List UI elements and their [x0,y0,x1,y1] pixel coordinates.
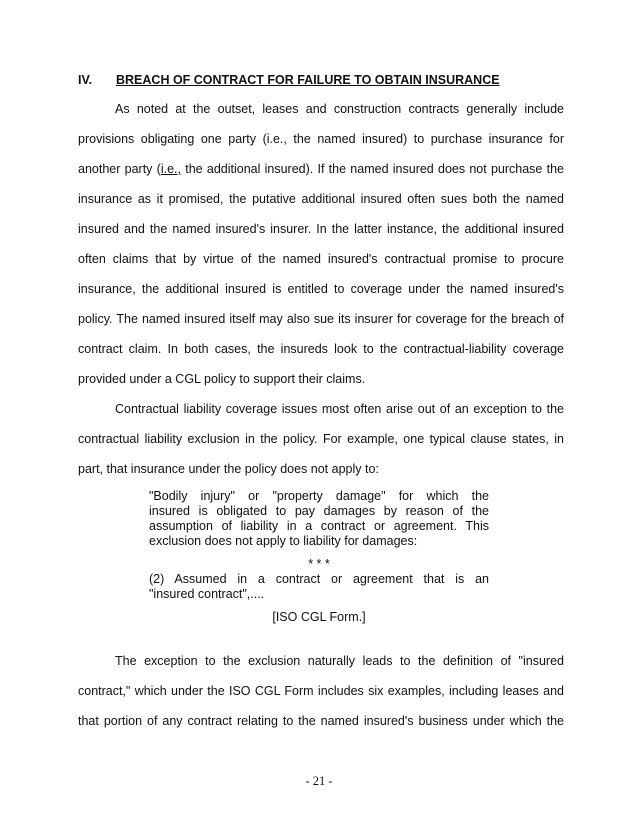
page-number: - 21 - [305,774,333,788]
quote-line: assumption of liability in a contract or agreement. This [149,519,489,533]
paragraph-line: insurance as it promised, the putative additional insured often sues both the named [78,192,564,206]
paragraph-line: insured and the named insured's insurer. In the latter instance, the additional insured [78,222,564,236]
line-rest: the additional insured). If the named insured does not purchase the [185,162,565,176]
underlined-abbreviation: i.e., [160,162,181,176]
quote-line: "Bodily injury" or "property damage" for which the [149,489,489,503]
line-prefix: another party ( [78,162,161,176]
section-title: BREACH OF CONTRACT FOR FAILURE TO OBTAIN INSURANCE [116,73,500,87]
paragraph-line: contract," which under the ISO CGL Form includes six examples, including leases and [78,684,564,698]
section-number: IV. [78,73,93,87]
quote-item-line: (2) Assumed in a contract or agreement that is an [149,572,489,586]
quote-separator: * * * [308,557,330,571]
paragraph-line: provided under a CGL policy to support their claims. [78,372,366,386]
paragraph-line: The exception to the exclusion naturally leads to the definition of "insured [115,654,564,668]
paragraph-line: often claims that by virtue of the named insured's contractual promise to procure [78,252,564,266]
paragraph-line: As noted at the outset, leases and construction contracts generally include [115,102,564,116]
paragraph-line: contractual liability exclusion in the policy. For example, one typical clause states, in [78,432,564,446]
quote-item-line: "insured contract",.... [149,587,265,601]
paragraph-line: Contractual liability coverage issues most often arise out of an exception to the [115,402,564,416]
paragraph-line: provisions obligating one party (i.e., the named insured) to purchase insurance for [78,132,564,146]
section-heading [78,73,500,87]
citation: [ISO CGL Form.] [272,610,366,624]
paragraph-line: contract claim. In both cases, the insureds look to the contractual-liability coverage [78,342,564,356]
paragraph-line-with-underline [78,161,564,177]
quote-line: exclusion does not apply to liability for damages: [149,534,418,548]
paragraph-line: part, that insurance under the policy does not apply to: [78,462,379,476]
paragraph-line: policy. The named insured itself may also sue its insurer for coverage for the breach of [78,312,564,326]
quote-line: insured is obligated to pay damages by reason of the [149,504,489,518]
paragraph-line: insurance, the additional insured is entitled to coverage under the named insured's [78,282,564,296]
paragraph-line: that portion of any contract relating to the named insured's business under which the [78,714,564,728]
